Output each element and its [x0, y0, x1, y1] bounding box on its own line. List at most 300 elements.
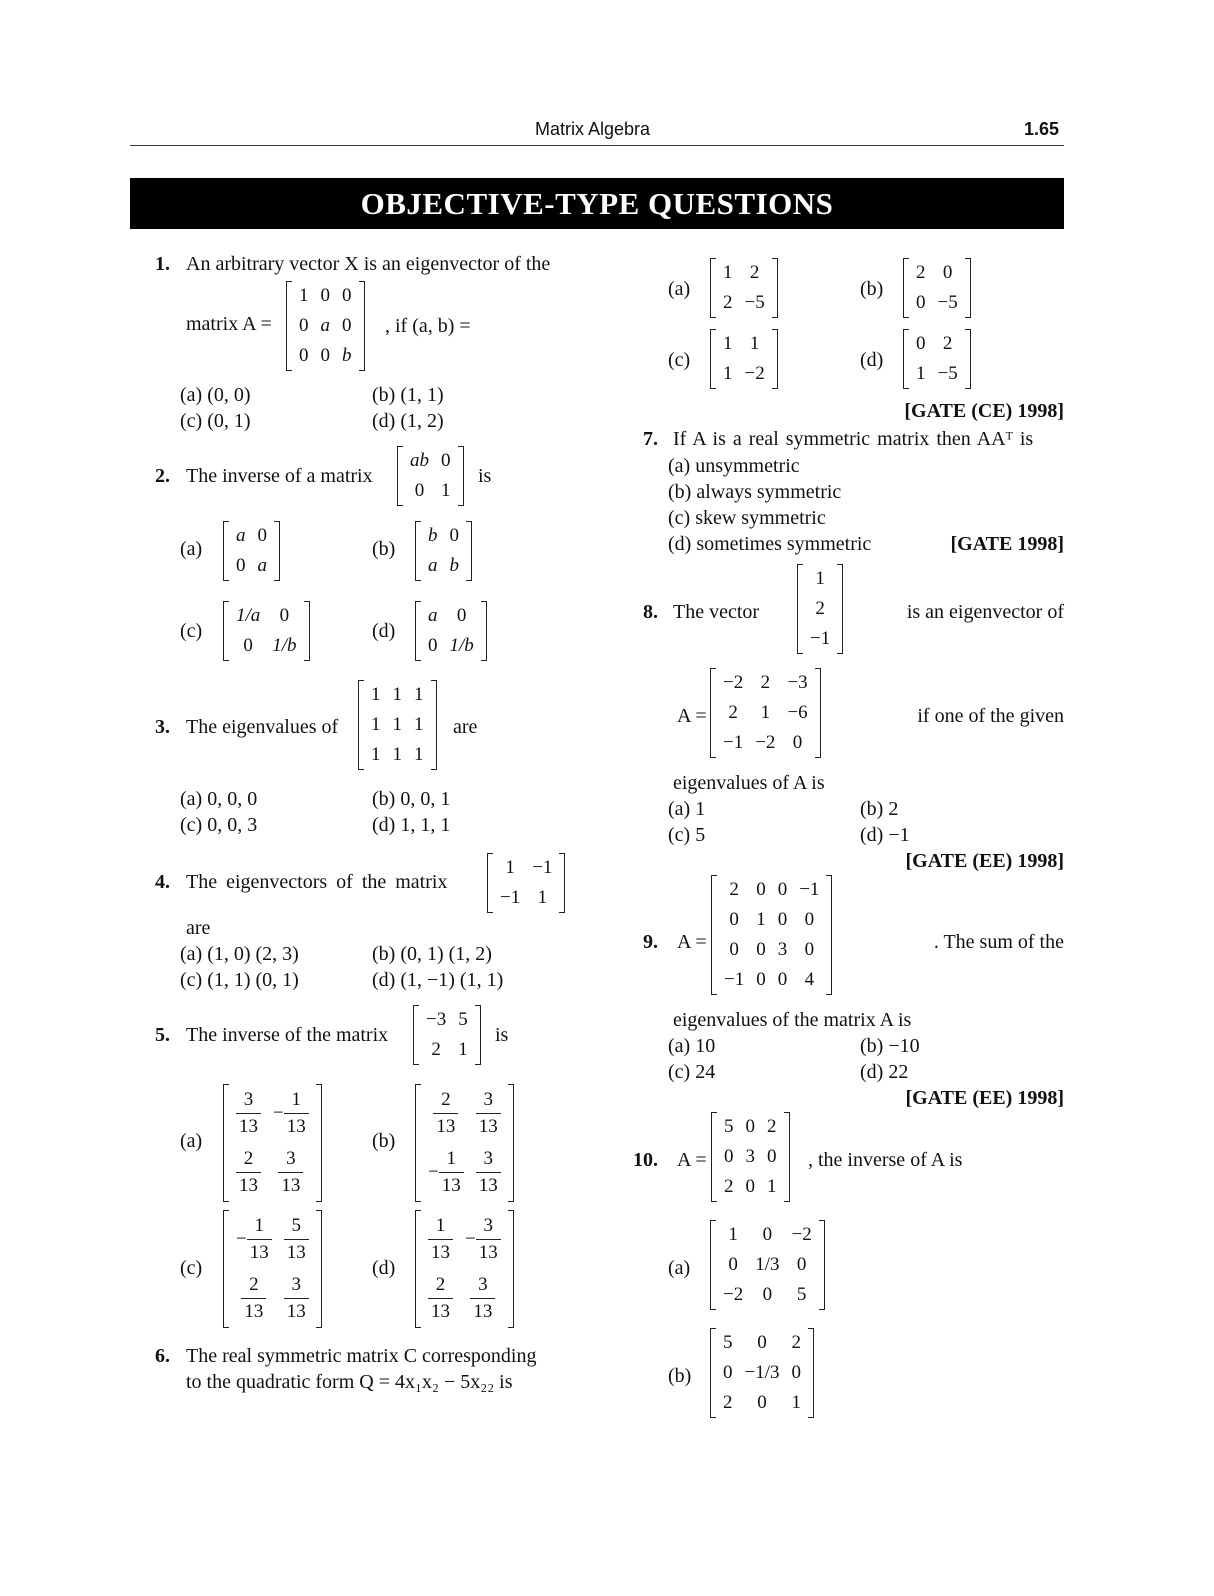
q3-option-d: (d) 1, 1, 1: [372, 814, 451, 836]
q5-label-d: (d): [372, 1257, 396, 1279]
q6-option-d-matrix: [903, 329, 971, 389]
matrix-cell: [422, 1143, 470, 1202]
denominator: 13: [239, 1116, 258, 1137]
left-bracket: [903, 329, 909, 389]
q4-option-c: (c) (1, 1) (0, 1): [180, 969, 299, 991]
q5-option-c-matrix: [223, 1210, 322, 1328]
matrix-cell: −1/3: [744, 1362, 780, 1383]
q7-option-a: (a) unsymmetric: [668, 455, 800, 477]
left-bracket: [413, 1005, 419, 1065]
q8-post2: if one of the given: [917, 705, 1064, 727]
matrix-cell: 1: [916, 363, 926, 384]
q3-option-a: (a) 0, 0, 0: [180, 788, 258, 810]
q5-label-a: (a): [180, 1130, 203, 1152]
q5-option-d-matrix: [415, 1210, 514, 1328]
matrix-cell: 1: [815, 568, 825, 589]
matrix-cell: 0: [728, 1254, 738, 1275]
q8-option-d: (d) −1: [860, 824, 910, 846]
matrix-cell: 0: [414, 480, 425, 501]
matrix-cell: 1/b: [272, 635, 297, 656]
matrix-cell: 0: [916, 333, 926, 354]
matrix-cell: 2: [723, 292, 733, 313]
q9-option-d: (d) 22: [860, 1061, 909, 1083]
fraction-sign: −: [465, 1228, 476, 1250]
q5-number: 5.: [155, 1024, 170, 1046]
q9-matrix: [711, 875, 832, 995]
q7-source: [GATE 1998]: [950, 533, 1064, 555]
q3-post: are: [453, 716, 478, 738]
q7-text: If A is a real symmetric matrix then AAᵀ is: [673, 428, 1034, 450]
fraction: [278, 1146, 303, 1199]
q4-text: The eigenvectors of the matrix: [186, 871, 448, 893]
right-bracket: [508, 1210, 514, 1328]
matrix-cell: −5: [937, 292, 958, 313]
q5-text: The inverse of the matrix: [186, 1024, 389, 1046]
fraction: [439, 1146, 464, 1199]
numerator: 1: [428, 1213, 453, 1240]
right-bracket: [475, 1005, 481, 1065]
right-bracket: [815, 668, 821, 758]
q6-number: 6.: [155, 1345, 170, 1367]
left-bracket: [286, 281, 292, 371]
q2-option-c-matrix: [223, 601, 310, 661]
matrix-cell: [470, 1084, 507, 1143]
matrix-cell: 1: [791, 1392, 801, 1413]
numerator: 1: [284, 1087, 309, 1114]
q6-label-b: (b): [860, 278, 884, 300]
right-bracket: [772, 258, 778, 318]
matrix-cell: 0: [724, 1146, 734, 1167]
matrix-cell: −3: [426, 1009, 447, 1030]
right-bracket: [837, 564, 843, 654]
left-bracket: [711, 1112, 717, 1202]
matrix-cell: 1: [299, 285, 309, 306]
matrix-cell: −2: [755, 732, 776, 753]
q5-option-a-matrix: [223, 1084, 322, 1202]
right-bracket: [965, 258, 971, 318]
matrix-cell: −2: [744, 363, 765, 384]
matrix-cell: 2: [767, 1116, 777, 1137]
matrix-cell: 2: [815, 598, 825, 619]
denominator: 13: [286, 1301, 306, 1322]
fraction: [284, 1272, 309, 1325]
matrix-cell: 2: [728, 702, 738, 723]
matrix-cell: 0: [456, 605, 467, 626]
matrix-cell: −1: [724, 969, 745, 990]
matrix-cell: −1: [532, 857, 553, 878]
right-bracket: [784, 1112, 790, 1202]
matrix-cell: 1: [392, 744, 402, 765]
left-bracket: [415, 1084, 421, 1202]
q8-number: 8.: [643, 601, 658, 623]
matrix-cell: 0: [320, 345, 330, 366]
fraction-sign: −: [236, 1228, 247, 1250]
q6-line2: to the quadratic form Q = 4x₁x₂ − 5x₂₂ is: [186, 1371, 513, 1393]
left-bracket: [711, 875, 717, 995]
fraction: [476, 1146, 501, 1199]
matrix-cell: [459, 1210, 507, 1269]
numerator: 2: [236, 1146, 261, 1173]
matrix-cell: 0: [236, 555, 246, 576]
matrix-cell: 5: [796, 1284, 807, 1305]
matrix-cell: 0: [745, 1176, 755, 1197]
matrix-cell: 0: [243, 635, 253, 656]
matrix-cell: 1: [756, 909, 766, 930]
matrix-cell: 1: [371, 744, 381, 765]
q8-pre: The vector: [673, 601, 760, 623]
q2-matrix: [397, 446, 464, 506]
left-bracket: [710, 329, 716, 389]
matrix-cell: −5: [744, 292, 765, 313]
q10-option-b-matrix: [710, 1328, 814, 1418]
matrix-cell: 0: [279, 605, 290, 626]
matrix-cell: [422, 1269, 459, 1328]
fraction: [476, 1213, 501, 1266]
matrix-cell: 2: [749, 262, 760, 283]
denominator: 13: [478, 1175, 498, 1196]
q9-a-label: A =: [677, 931, 707, 953]
matrix-cell: 2: [431, 1039, 441, 1060]
matrix-cell: 0: [777, 969, 788, 990]
matrix-cell: 1: [723, 262, 733, 283]
q1-post: , if (a, b) =: [385, 315, 471, 337]
matrix-cell: [470, 1143, 507, 1202]
matrix-cell: 0: [762, 1284, 773, 1305]
q5-option-b-matrix: [415, 1084, 514, 1202]
q5-label-b: (b): [372, 1130, 396, 1152]
q1-pre: matrix A =: [186, 313, 272, 335]
q6-option-b-matrix: [903, 258, 971, 318]
numerator: 3: [236, 1087, 261, 1114]
matrix-cell: 0: [449, 525, 459, 546]
matrix-cell: [459, 1269, 507, 1328]
matrix-cell: 3: [745, 1146, 755, 1167]
right-bracket: [808, 1328, 814, 1418]
matrix-cell: a: [428, 555, 438, 576]
q9-option-b: (b) −10: [860, 1035, 920, 1057]
fraction-sign: −: [273, 1102, 284, 1124]
q4-post: are: [186, 917, 211, 939]
q8-option-c: (c) 5: [668, 824, 706, 846]
matrix-cell: 0: [804, 939, 815, 960]
q2-option-d-matrix: [415, 601, 487, 661]
matrix-cell: [230, 1269, 278, 1328]
denominator: 13: [478, 1116, 498, 1137]
matrix-cell: −1: [500, 887, 521, 908]
left-bracket: [415, 601, 421, 661]
section-banner: OBJECTIVE-TYPE QUESTIONS: [130, 178, 1064, 229]
fraction: [236, 1087, 261, 1140]
matrix-cell: 1: [728, 1224, 738, 1245]
denominator: 13: [436, 1116, 456, 1137]
matrix-cell: [230, 1084, 267, 1143]
right-bracket: [431, 680, 437, 770]
right-bracket: [304, 601, 310, 661]
q2-number: 2.: [155, 465, 170, 487]
q1-option-c: (c) (0, 1): [180, 410, 251, 432]
q8-a-label: A =: [677, 705, 707, 727]
denominator: 13: [244, 1301, 264, 1322]
numerator: 1: [439, 1146, 464, 1173]
q2-option-b-matrix: [415, 521, 472, 581]
matrix-cell: 0: [342, 315, 352, 336]
q6-label-d: (d): [860, 349, 884, 371]
right-bracket: [466, 521, 472, 581]
matrix-cell: 1: [458, 1039, 468, 1060]
matrix-cell: 2: [942, 333, 953, 354]
matrix-cell: 0: [428, 635, 438, 656]
left-bracket: [710, 668, 716, 758]
matrix-cell: 0: [729, 939, 739, 960]
q3-option-c: (c) 0, 0, 3: [180, 814, 258, 836]
denominator: 13: [473, 1301, 493, 1322]
matrix-cell: 1: [767, 1176, 777, 1197]
right-bracket: [772, 329, 778, 389]
matrix-cell: 1/a: [236, 605, 261, 626]
matrix-cell: 0: [791, 1362, 801, 1383]
matrix-cell: 0: [777, 879, 788, 900]
matrix-cell: 5: [724, 1116, 734, 1137]
matrix-cell: a: [236, 525, 246, 546]
numerator: 1: [247, 1213, 272, 1240]
matrix-cell: 1: [760, 702, 771, 723]
matrix-cell: 0: [792, 732, 803, 753]
matrix-cell: 2: [723, 1392, 733, 1413]
matrix-cell: a: [428, 605, 438, 626]
matrix-cell: 0: [767, 1146, 777, 1167]
matrix-cell: 5: [723, 1332, 733, 1353]
q8-source: [GATE (EE) 1998]: [905, 850, 1064, 872]
fraction: [433, 1087, 458, 1140]
matrix-cell: 0: [723, 1362, 733, 1383]
right-bracket: [274, 521, 280, 581]
matrix-cell: −1: [810, 628, 831, 649]
matrix-cell: 1: [537, 887, 548, 908]
denominator: 13: [286, 1116, 306, 1137]
q2-option-a-matrix: [223, 521, 280, 581]
fraction: [247, 1213, 272, 1266]
q8-option-a: (a) 1: [668, 798, 706, 820]
denominator: 13: [441, 1175, 461, 1196]
right-bracket: [559, 853, 565, 913]
left-bracket: [487, 853, 493, 913]
right-bracket: [819, 1220, 825, 1310]
q3-number: 3.: [155, 716, 170, 738]
denominator: 13: [249, 1242, 269, 1263]
left-bracket: [797, 564, 803, 654]
q6-source: [GATE (CE) 1998]: [904, 400, 1064, 422]
matrix-cell: 0: [757, 1332, 767, 1353]
matrix-cell: 2: [760, 672, 771, 693]
q6-label-a: (a): [668, 278, 691, 300]
q3-matrix: [358, 680, 437, 770]
q8-option-b: (b) 2: [860, 798, 899, 820]
q9-number: 9.: [643, 931, 658, 953]
q2-label-c: (c): [180, 620, 203, 642]
q6-option-a-matrix: [710, 258, 778, 318]
left-bracket: [223, 521, 229, 581]
left-bracket: [710, 1220, 716, 1310]
matrix-cell: 0: [299, 315, 309, 336]
numerator: 3: [476, 1213, 501, 1240]
matrix-cell: 0: [320, 285, 330, 306]
left-bracket: [397, 446, 403, 506]
matrix-cell: b: [449, 555, 459, 576]
matrix-cell: [230, 1143, 267, 1202]
left-bracket: [223, 1210, 229, 1328]
q5-matrix: [413, 1005, 481, 1065]
matrix-cell: a: [320, 315, 330, 336]
matrix-cell: 0: [756, 879, 766, 900]
q10-a-label: A =: [677, 1149, 707, 1171]
matrix-cell: 1: [505, 857, 515, 878]
matrix-cell: [422, 1084, 470, 1143]
matrix-cell: 1: [371, 714, 381, 735]
matrix-cell: 0: [257, 525, 267, 546]
matrix-cell: a: [257, 555, 267, 576]
numerator: 3: [476, 1146, 501, 1173]
q10-label-a: (a): [668, 1257, 691, 1279]
q4-option-d: (d) (1, −1) (1, 1): [372, 969, 504, 991]
matrix-cell: [278, 1210, 315, 1269]
matrix-cell: 1/b: [449, 635, 474, 656]
matrix-cell: [230, 1210, 278, 1269]
q10-label-b: (b): [668, 1365, 692, 1387]
left-bracket: [223, 1084, 229, 1202]
left-bracket: [710, 258, 716, 318]
q1-option-a: (a) (0, 0): [180, 384, 251, 406]
q1-text: An arbitrary vector X is an eigenvector of the: [186, 253, 551, 275]
matrix-cell: [422, 1210, 459, 1269]
q9-post: . The sum of the: [933, 931, 1064, 953]
denominator: 13: [431, 1301, 450, 1322]
q7-option-b: (b) always symmetric: [668, 481, 842, 503]
matrix-cell: −5: [937, 363, 958, 384]
q1-option-b: (b) (1, 1): [372, 384, 444, 406]
q9-option-a: (a) 10: [668, 1035, 716, 1057]
matrix-cell: 0: [916, 292, 926, 313]
matrix-cell: 1: [414, 744, 424, 765]
left-bracket: [710, 1328, 716, 1418]
q7-option-c: (c) skew symmetric: [668, 507, 826, 529]
matrix-cell: 5: [458, 1009, 468, 1030]
matrix-cell: 3: [777, 939, 788, 960]
q10-number: 10.: [633, 1149, 658, 1171]
denominator: 13: [281, 1175, 301, 1196]
q10-option-a-matrix: [710, 1220, 825, 1310]
matrix-cell: −2: [791, 1224, 812, 1245]
denominator: 13: [239, 1175, 258, 1196]
matrix-cell: −6: [787, 702, 808, 723]
left-bracket: [903, 258, 909, 318]
numerator: 2: [433, 1087, 458, 1114]
matrix-cell: 1: [723, 333, 733, 354]
matrix-cell: 0: [757, 1392, 767, 1413]
matrix-cell: −3: [787, 672, 808, 693]
matrix-cell: 0: [942, 262, 953, 283]
q5-post: is: [495, 1024, 509, 1046]
matrix-cell: 1: [441, 480, 451, 501]
page-number: 1.65: [1024, 119, 1060, 139]
left-bracket: [358, 680, 364, 770]
fraction: [284, 1213, 309, 1266]
matrix-cell: 1/3: [755, 1254, 780, 1275]
matrix-cell: 1: [749, 333, 760, 354]
matrix-cell: 0: [342, 285, 352, 306]
right-bracket: [316, 1084, 322, 1202]
matrix-cell: b: [428, 525, 438, 546]
q7-option-d: (d) sometimes symmetric: [668, 533, 872, 555]
matrix-cell: 0: [441, 450, 451, 471]
denominator: 13: [478, 1242, 498, 1263]
right-bracket: [458, 446, 464, 506]
left-bracket: [415, 521, 421, 581]
left-bracket: [415, 1210, 421, 1328]
numerator: 3: [470, 1272, 495, 1299]
numerator: 5: [284, 1213, 309, 1240]
matrix-cell: 1: [414, 684, 424, 705]
fraction: [284, 1087, 309, 1140]
matrix-cell: [278, 1269, 315, 1328]
matrix-cell: −1: [723, 732, 744, 753]
matrix-cell: 2: [916, 262, 926, 283]
right-bracket: [826, 875, 832, 995]
right-bracket: [508, 1084, 514, 1202]
numerator: 2: [428, 1272, 453, 1299]
q9-line2: eigenvalues of the matrix A is: [673, 1009, 912, 1031]
q2-label-d: (d): [372, 620, 396, 642]
fraction: [428, 1213, 453, 1266]
left-bracket: [223, 601, 229, 661]
matrix-cell: 0: [745, 1116, 755, 1137]
denominator: 13: [431, 1242, 450, 1263]
q6-label-c: (c): [668, 349, 691, 371]
right-bracket: [316, 1210, 322, 1328]
q8-line3: eigenvalues of A is: [673, 772, 825, 794]
matrix-cell: 1: [723, 363, 733, 384]
q2-post: is: [478, 465, 492, 487]
fraction: [476, 1087, 501, 1140]
fraction: [470, 1272, 495, 1325]
q6-option-c-matrix: [710, 329, 778, 389]
q1-number: 1.: [155, 253, 170, 275]
q8-post: is an eigenvector of: [906, 601, 1064, 623]
matrix-cell: b: [342, 345, 352, 366]
fraction: [241, 1272, 266, 1325]
q9-option-c: (c) 24: [668, 1061, 716, 1083]
q8-matrix: [710, 668, 821, 758]
matrix-cell: 0: [756, 969, 766, 990]
numerator: 2: [241, 1272, 266, 1299]
matrix-cell: 1: [392, 714, 402, 735]
fraction: [428, 1272, 453, 1325]
q2-label-b: (b): [372, 538, 396, 560]
denominator: 13: [286, 1242, 306, 1263]
matrix-cell: 0: [762, 1224, 773, 1245]
q3-option-b: (b) 0, 0, 1: [372, 788, 451, 810]
q4-number: 4.: [155, 871, 170, 893]
q2-text: The inverse of a matrix: [186, 465, 373, 487]
matrix-cell: 2: [724, 1176, 734, 1197]
q10-matrix: [711, 1112, 790, 1202]
matrix-cell: 0: [796, 1254, 807, 1275]
right-bracket: [481, 601, 487, 661]
matrix-cell: −2: [723, 1284, 744, 1305]
matrix-cell: 0: [729, 909, 739, 930]
q5-label-c: (c): [180, 1257, 203, 1279]
matrix-cell: 0: [299, 345, 309, 366]
header-rule: [130, 145, 1064, 146]
